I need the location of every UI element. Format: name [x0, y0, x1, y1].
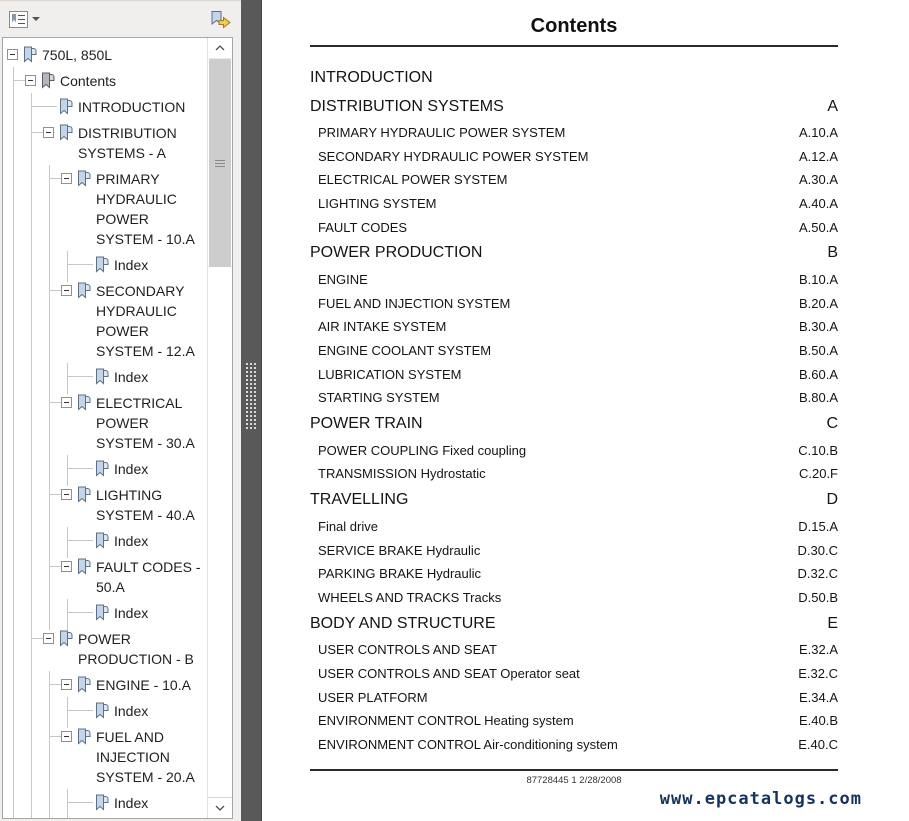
- document-number: 87728445 1 2/28/2008: [526, 775, 622, 787]
- toc-section-row: [310, 63, 838, 92]
- toc-item-code: A.30.A: [798, 172, 838, 188]
- scroll-up-button[interactable]: [208, 38, 232, 59]
- tree-guide-line: [67, 455, 68, 486]
- tree-connector-line: [49, 290, 61, 291]
- tree-connector-line: [67, 612, 93, 613]
- tree-guide-line: [13, 165, 14, 256]
- mini-bookmark-glyph: [12, 14, 16, 23]
- bookmark-label: Index: [114, 461, 149, 477]
- toc-list: [310, 63, 838, 756]
- bookmark-tree-item[interactable]: [3, 793, 208, 813]
- tree-connector-line: [67, 540, 93, 541]
- toc-item-row: [310, 292, 838, 316]
- tree-guide-line: [13, 625, 14, 676]
- tree-guide-line: [67, 789, 68, 818]
- bookmark-label: Index: [114, 795, 149, 811]
- tree-guide-line: [31, 625, 32, 676]
- bookmark-label: Index: [114, 605, 149, 621]
- toc-item-label: USER CONTROLS AND SEAT Operator seat: [318, 665, 580, 681]
- bookmark-label: Index: [114, 257, 149, 273]
- toc-item-row: [310, 192, 838, 216]
- collapse-minus-icon[interactable]: [61, 173, 72, 184]
- tree-guide-line: [13, 277, 14, 368]
- toc-item-code: A.10.A: [798, 125, 838, 141]
- bookmark-tree-item[interactable]: [3, 367, 208, 387]
- collapse-minus-icon[interactable]: [43, 127, 54, 138]
- collapse-minus-icon[interactable]: [61, 731, 72, 742]
- toc-item-code: E.34.A: [798, 689, 838, 705]
- tree-connector-line: [67, 710, 93, 711]
- scrollbar-thumb[interactable]: [209, 59, 231, 267]
- toc-item-code: B.60.A: [798, 366, 838, 382]
- toc-item-label: USER PLATFORM: [318, 689, 428, 705]
- toc-section-title: BODY AND STRUCTURE: [310, 614, 496, 632]
- toc-item-label: LIGHTING SYSTEM: [318, 196, 437, 212]
- bookmarks-sidebar: [0, 0, 241, 821]
- toc-item-label: STARTING SYSTEM: [318, 390, 440, 406]
- toc-item-code: E.32.A: [798, 642, 838, 658]
- bookmark-label: ELECTRICAL POWER SYSTEM - 30.A: [96, 395, 195, 451]
- bookmark-ribbon-icon: [76, 170, 91, 187]
- toc-item-label: ELECTRICAL POWER SYSTEM: [318, 172, 508, 188]
- tree-guide-line: [31, 481, 32, 532]
- toc-item-code: E.40.B: [798, 713, 838, 729]
- toc-item-row: [310, 562, 838, 586]
- toc-item-label: ENVIRONMENT CONTROL Air-conditioning system: [318, 736, 618, 752]
- toc-item-row: [310, 168, 838, 192]
- contents-page: [310, 0, 838, 786]
- tree-guide-line: [49, 599, 50, 630]
- tree-guide-line: [67, 697, 68, 728]
- page-title: Contents: [530, 15, 618, 37]
- bookmark-ribbon-icon: [58, 98, 73, 115]
- tree-guide-line: [67, 363, 68, 394]
- tree-connector-line: [67, 264, 93, 265]
- tree-guide-line: [31, 553, 32, 604]
- bookmark-ribbon-icon: [94, 702, 109, 719]
- toc-item-code: A.40.A: [798, 196, 838, 212]
- toc-section-title: INTRODUCTION: [310, 68, 433, 86]
- toc-item-code: C.10.B: [798, 442, 838, 458]
- bookmark-label: INTRODUCTION: [78, 99, 186, 115]
- tree-connector-line: [67, 802, 93, 803]
- tree-guide-line: [31, 119, 32, 170]
- toc-item-row: [310, 121, 838, 145]
- bookmark-tree-item[interactable]: [3, 169, 208, 249]
- tree-connector-line: [49, 736, 61, 737]
- tree-connector-line: [13, 80, 25, 81]
- footer-rule: [310, 769, 838, 771]
- bookmarks-toolbar: [0, 1, 241, 37]
- toc-item-row: [310, 215, 838, 239]
- sidebar-scrollbar[interactable]: [207, 38, 232, 818]
- tree-guide-line: [13, 815, 14, 818]
- toc-item-row: [310, 586, 838, 610]
- collapse-minus-icon[interactable]: [61, 679, 72, 690]
- toc-item-code: C.20.F: [798, 466, 838, 482]
- bookmark-tree-item[interactable]: [3, 45, 208, 65]
- toc-section-row: [310, 92, 838, 121]
- bookmark-tree-item[interactable]: [3, 485, 208, 525]
- bookmark-tree-item[interactable]: [3, 123, 208, 163]
- bookmark-ribbon-icon: [94, 604, 109, 621]
- bookmark-ribbon-icon: [94, 368, 109, 385]
- bookmark-tree-item[interactable]: [3, 675, 208, 695]
- toc-item-row: [310, 685, 838, 709]
- chevron-up-icon: [215, 45, 225, 51]
- tree-guide-line: [31, 815, 32, 818]
- tree-guide-line: [13, 119, 14, 170]
- toc-item-label: LUBRICATION SYSTEM: [318, 366, 462, 382]
- bookmark-label: LIGHTING SYSTEM - 40.A: [96, 487, 195, 523]
- toc-item-label: PRIMARY HYDRAULIC POWER SYSTEM: [318, 125, 566, 141]
- collapse-minus-icon[interactable]: [43, 633, 54, 644]
- bookmark-label: SECONDARY HYDRAULIC POWER SYSTEM - 12.A: [96, 283, 195, 359]
- bookmark-tree-item[interactable]: [3, 557, 208, 597]
- bookmark-label: PRIMARY HYDRAULIC POWER SYSTEM - 10.A: [96, 171, 195, 247]
- tree-guide-line: [13, 789, 14, 818]
- pdf-page: [262, 0, 909, 821]
- bookmark-tree-item[interactable]: [3, 393, 208, 453]
- toc-item-label: SECONDARY HYDRAULIC POWER SYSTEM: [318, 148, 589, 164]
- toc-section-title: POWER TRAIN: [310, 415, 423, 433]
- bookmark-tree-item[interactable]: [3, 459, 208, 479]
- tree-guide-line: [13, 481, 14, 532]
- toc-item-label: FUEL AND INJECTION SYSTEM: [318, 295, 511, 311]
- scroll-down-button[interactable]: [208, 797, 232, 818]
- grip-lines-icon: [215, 159, 225, 167]
- tree-guide-line: [13, 389, 14, 460]
- tree-connector-line: [49, 494, 61, 495]
- tree-guide-line: [67, 251, 68, 282]
- toc-item-row: [310, 538, 838, 562]
- bookmark-label: 750L, 850L: [42, 47, 113, 63]
- tree-connector-line: [67, 376, 93, 377]
- bookmark-tree-item[interactable]: [3, 255, 208, 275]
- toc-item-label: TRANSMISSION Hydrostatic: [318, 466, 486, 482]
- bookmark-ribbon-icon: [94, 256, 109, 273]
- toc-section-row: [310, 486, 838, 515]
- toc-section-code: D: [826, 491, 838, 509]
- collapse-minus-icon[interactable]: [61, 561, 72, 572]
- toc-item-row: [310, 268, 838, 292]
- tree-connector-line: [31, 106, 57, 107]
- new-bookmark-button[interactable]: [206, 8, 234, 31]
- bookmarks-panel: [2, 37, 233, 819]
- toc-item-code: D.30.C: [797, 542, 838, 558]
- toc-item-label: PARKING BRAKE Hydraulic: [318, 566, 482, 582]
- toc-item-label: AIR INTAKE SYSTEM: [318, 319, 447, 335]
- bookmark-ribbon-icon: [76, 486, 91, 503]
- bookmark-options-menu-icon: [9, 11, 28, 28]
- tree-guide-line: [31, 723, 32, 794]
- toc-item-row: [310, 638, 838, 662]
- bookmark-label: FUEL AND INJECTION SYSTEM - 20.A: [96, 729, 195, 785]
- bookmark-tree-item[interactable]: [3, 629, 208, 669]
- toc-item-code: B.80.A: [798, 390, 838, 406]
- toc-item-code: D.15.A: [798, 519, 838, 535]
- bookmark-ribbon-icon: [22, 46, 37, 63]
- tree-guide-line: [31, 389, 32, 460]
- toc-item-code: B.20.A: [798, 295, 838, 311]
- bookmark-label: Contents: [60, 73, 117, 89]
- bookmark-label: DISTRIBUTION SYSTEMS - A: [78, 125, 177, 161]
- bookmark-label: POWER PRODUCTION - B: [78, 631, 194, 667]
- tree-guide-line: [31, 789, 32, 818]
- toc-section-title: TRAVELLING: [310, 491, 409, 509]
- bookmark-ribbon-icon: [58, 124, 73, 141]
- toc-item-code: B.10.A: [798, 272, 838, 288]
- bookmark-ribbon-icon: [94, 532, 109, 549]
- tree-connector-line: [49, 178, 61, 179]
- toc-item-label: Final drive: [318, 519, 378, 535]
- tree-guide-line: [49, 481, 50, 532]
- collapse-minus-icon[interactable]: [61, 489, 72, 500]
- tree-guide-line: [49, 723, 50, 794]
- collapse-minus-icon[interactable]: [7, 49, 18, 60]
- menu-lines-glyph: [18, 15, 25, 24]
- bookmark-label: ENGINE - 10.A: [96, 677, 191, 693]
- tree-connector-line: [31, 132, 43, 133]
- chevron-down-icon: [215, 805, 225, 811]
- toc-item-label: ENGINE: [318, 272, 368, 288]
- toc-section-code: E: [827, 614, 838, 632]
- toc-item-row: [310, 386, 838, 410]
- tree-guide-line: [67, 527, 68, 558]
- collapse-minus-icon[interactable]: [61, 397, 72, 408]
- panel-resize-divider[interactable]: [241, 0, 262, 821]
- tree-connector-line: [31, 638, 43, 639]
- bookmark-ribbon-icon: [94, 460, 109, 477]
- toc-item-label: FAULT CODES: [318, 219, 408, 235]
- bookmark-tree-item[interactable]: [3, 71, 208, 91]
- toc-section-row: [310, 410, 838, 439]
- toc-item-code: A.12.A: [798, 148, 838, 164]
- tree-guide-line: [49, 389, 50, 460]
- tree-guide-line: [13, 553, 14, 604]
- tree-guide-line: [13, 723, 14, 794]
- toc-item-code: B.50.A: [798, 343, 838, 359]
- toc-item-row: [310, 339, 838, 363]
- bookmark-ribbon-icon: [94, 794, 109, 811]
- bookmark-ribbon-icon-selected: [40, 72, 55, 89]
- toc-section-title: DISTRIBUTION SYSTEMS: [310, 97, 504, 115]
- collapse-minus-icon[interactable]: [25, 75, 36, 86]
- toc-item-row: [310, 515, 838, 539]
- tree-connector-line: [49, 566, 61, 567]
- bookmark-tree-item[interactable]: [3, 531, 208, 551]
- dotted-grip-icon: [246, 363, 258, 429]
- new-bookmark-icon: [208, 10, 232, 29]
- toc-item-row: [310, 709, 838, 733]
- toc-item-code: E.32.C: [798, 665, 838, 681]
- collapse-minus-icon[interactable]: [61, 285, 72, 296]
- tree-connector-line: [49, 402, 61, 403]
- bookmark-tree-item[interactable]: [3, 727, 208, 787]
- toc-section-code: B: [827, 244, 838, 262]
- toc-item-label: ENVIRONMENT CONTROL Heating system: [318, 713, 574, 729]
- bookmark-options-button[interactable]: [7, 9, 42, 30]
- tree-guide-line: [67, 599, 68, 630]
- title-rule: [310, 45, 838, 47]
- toc-item-code: A.50.A: [798, 219, 838, 235]
- toc-section-title: POWER PRODUCTION: [310, 244, 483, 262]
- caret-down-icon: [32, 17, 40, 21]
- bookmark-ribbon-icon: [76, 394, 91, 411]
- bookmark-tree-item[interactable]: [3, 97, 208, 117]
- bookmark-tree-item[interactable]: [3, 701, 208, 721]
- toc-section-row: [310, 609, 838, 638]
- tree-guide-line: [31, 277, 32, 368]
- toc-item-label: WHEELS AND TRACKS Tracks: [318, 589, 502, 605]
- toc-item-code: D.32.C: [797, 566, 838, 582]
- bookmark-ribbon-icon: [76, 558, 91, 575]
- bookmark-label: Index: [114, 369, 149, 385]
- toc-item-row: [310, 145, 838, 169]
- bookmark-ribbon-icon: [76, 728, 91, 745]
- tree-guide-line: [49, 815, 50, 818]
- toc-item-row: [310, 362, 838, 386]
- toc-item-label: USER CONTROLS AND SEAT: [318, 642, 497, 658]
- watermark-text: www.epcatalogs.com: [659, 789, 862, 809]
- toc-item-code: E.40.C: [798, 736, 838, 752]
- tree-guide-line: [31, 165, 32, 256]
- toc-item-row: [310, 732, 838, 756]
- toc-item-row: [310, 662, 838, 686]
- bookmark-label: FAULT CODES - 50.A: [96, 559, 201, 595]
- bookmark-ribbon-icon: [58, 630, 73, 647]
- toc-item-code: B.30.A: [798, 319, 838, 335]
- bookmarks-tree: [3, 38, 208, 818]
- toc-section-code: A: [827, 97, 838, 115]
- tree-connector-line: [67, 468, 93, 469]
- bookmark-tree-item[interactable]: [3, 281, 208, 361]
- toc-item-row: [310, 439, 838, 463]
- tree-guide-line: [49, 553, 50, 604]
- tree-guide-line: [49, 789, 50, 818]
- toc-item-code: D.50.B: [798, 589, 838, 605]
- bookmark-ribbon-icon: [76, 676, 91, 693]
- toc-item-label: SERVICE BRAKE Hydraulic: [318, 542, 481, 558]
- toc-item-row: [310, 462, 838, 486]
- toc-item-row: [310, 315, 838, 339]
- toc-item-label: ENGINE COOLANT SYSTEM: [318, 343, 492, 359]
- bookmark-label: Index: [114, 533, 149, 549]
- bookmark-tree-item[interactable]: [3, 603, 208, 623]
- toc-section-code: C: [826, 415, 838, 433]
- tree-connector-line: [49, 684, 61, 685]
- toc-item-label: POWER COUPLING Fixed coupling: [318, 442, 527, 458]
- bookmark-label: Index: [114, 703, 149, 719]
- bookmark-ribbon-icon: [76, 282, 91, 299]
- toc-section-row: [310, 239, 838, 268]
